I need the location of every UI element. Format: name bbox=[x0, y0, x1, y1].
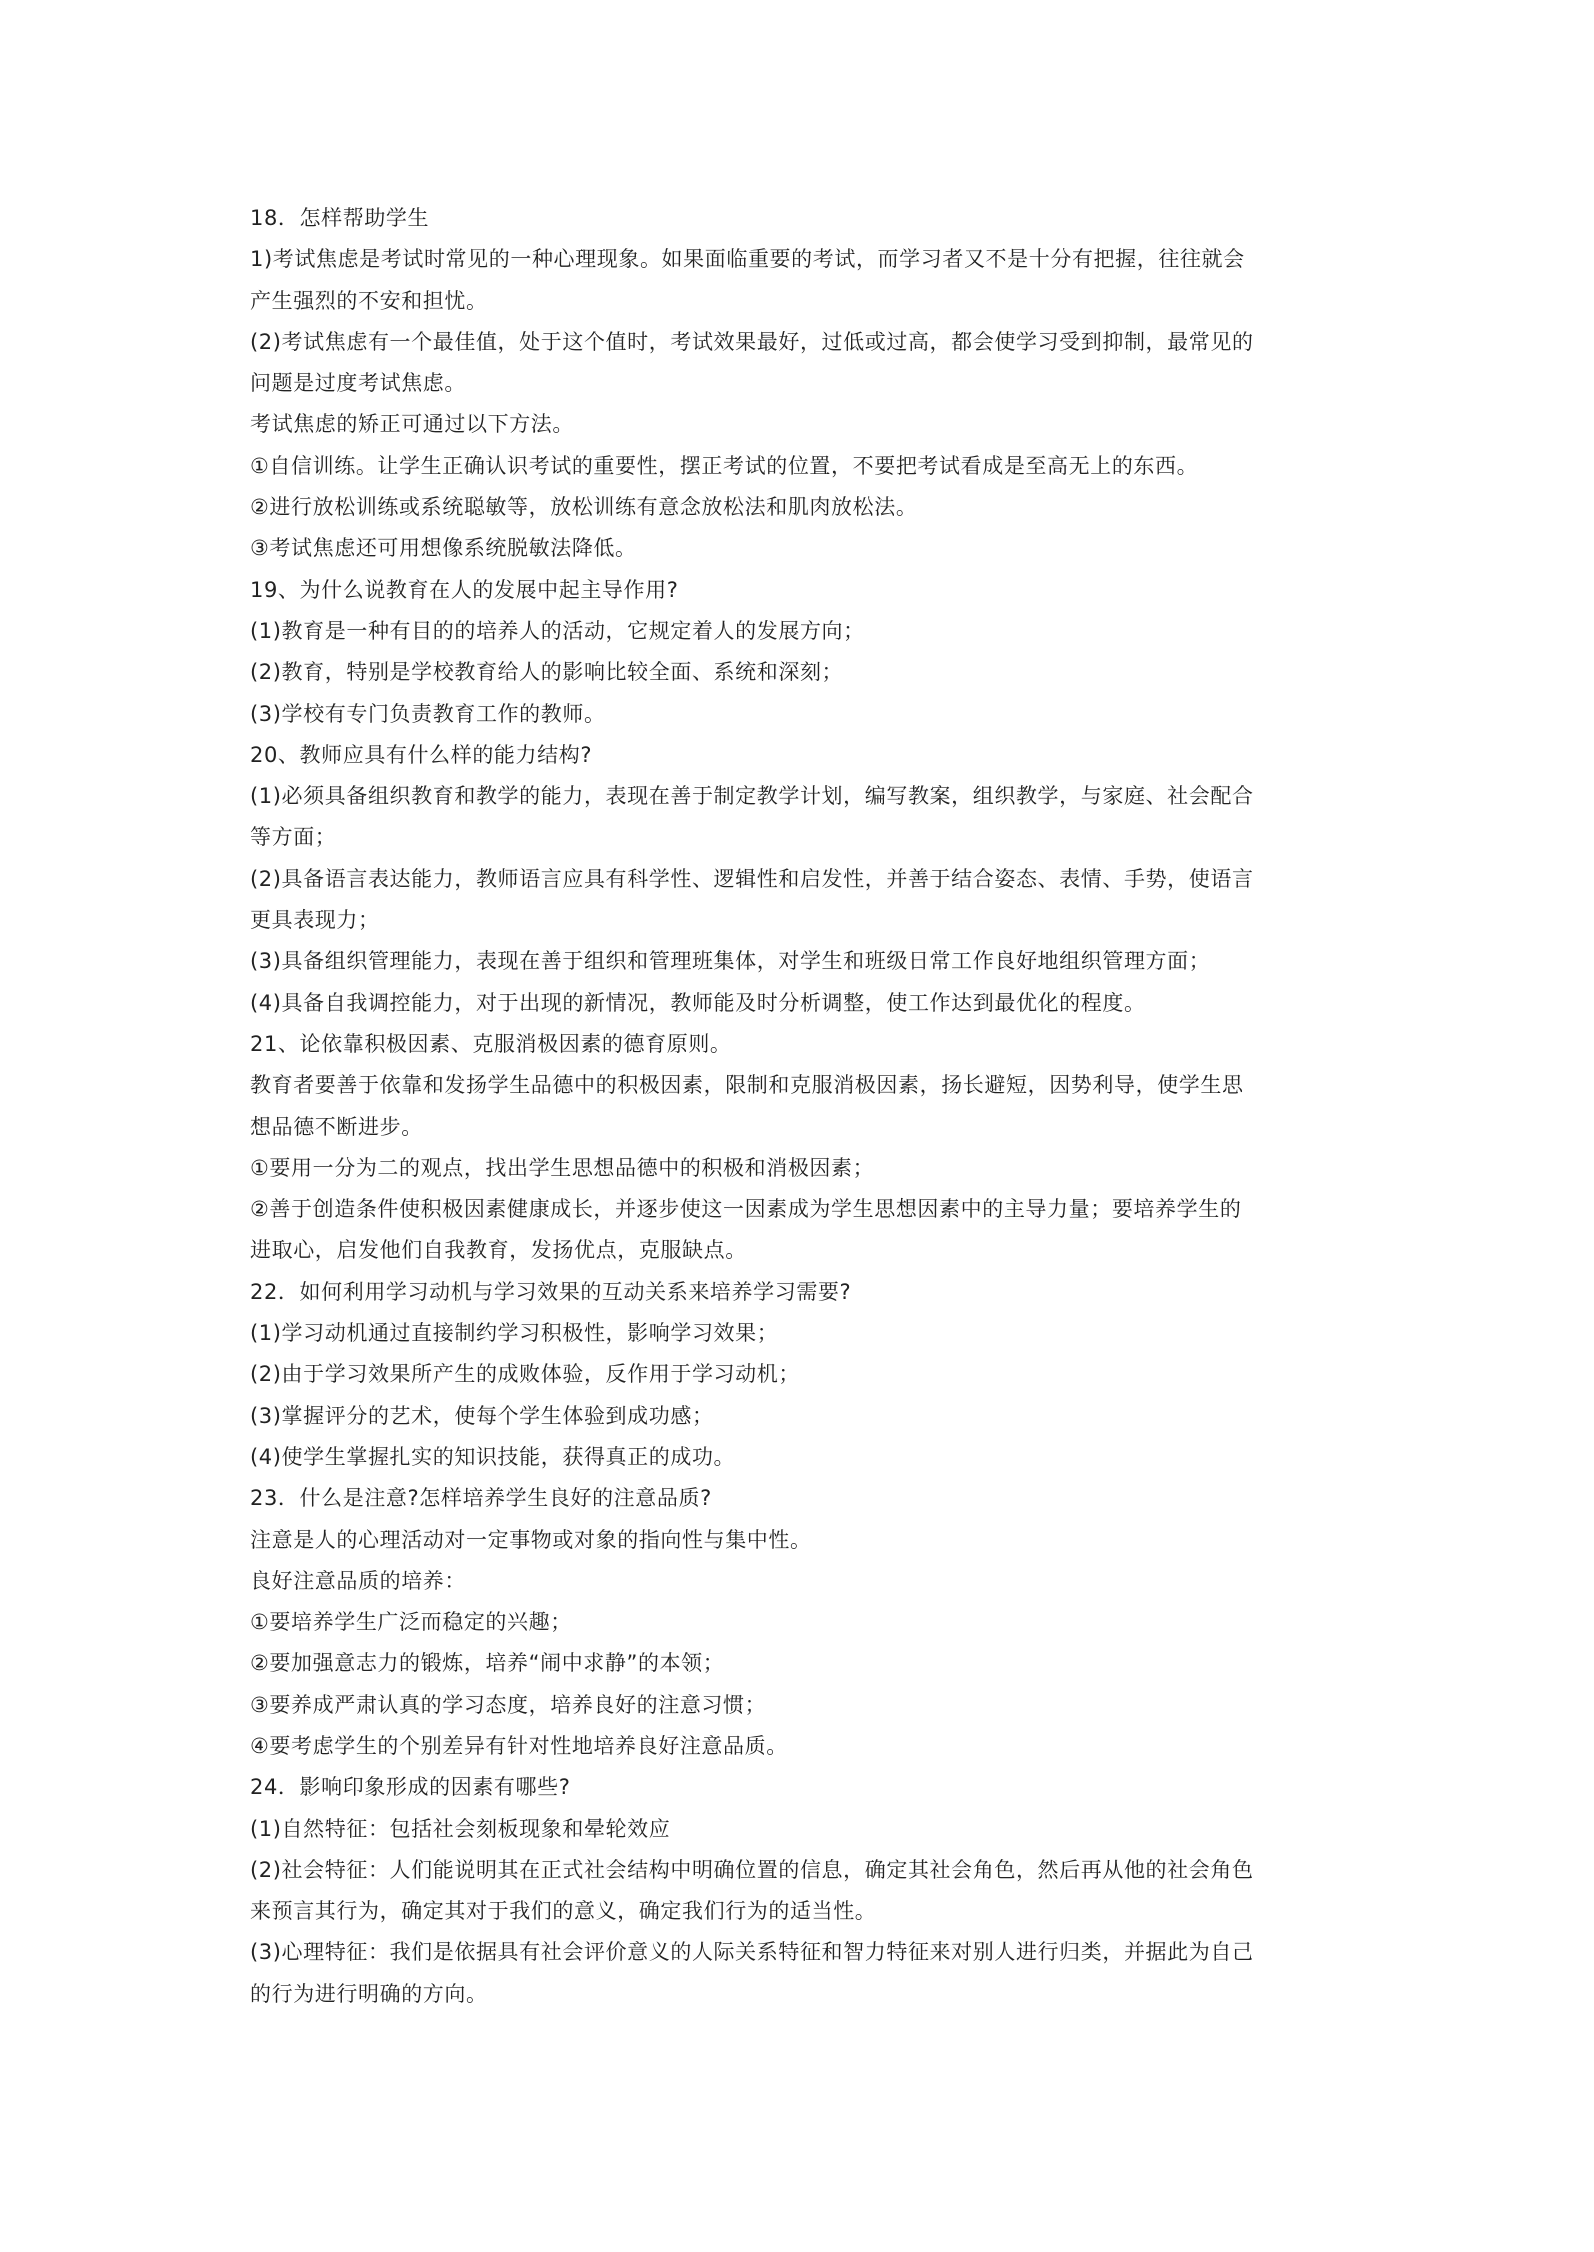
text-line: (3)心理特征：我们是依据具有社会评价意义的人际关系特征和智力特征来对别人进行归类，并据此为自己 bbox=[250, 1940, 1254, 1965]
text-line: ②善于创造条件使积极因素健康成长，并逐步使这一因素成为学生思想因素中的主导力量；要培养学生的 bbox=[250, 1197, 1242, 1222]
text-line: 19、为什么说教育在人的发展中起主导作用? bbox=[250, 577, 679, 602]
text-line: 更具表现力； bbox=[250, 908, 380, 933]
text-line: (2)考试焦虑有一个最佳值，处于这个值时，考试效果最好，过低或过高，都会使学习受到抑制，最常见的 bbox=[250, 329, 1254, 354]
text-line: (3)掌握评分的艺术，使每个学生体验到成功感； bbox=[250, 1403, 714, 1428]
text-line: ②进行放松训练或系统聪敏等，放松训练有意念放松法和肌肉放松法。 bbox=[250, 495, 918, 520]
text-line: 想品德不断进步。 bbox=[250, 1114, 423, 1139]
text-line: (1)必须具备组织教育和教学的能力，表现在善于制定教学计划，编写教案，组织教学，与家庭、社会配合 bbox=[250, 784, 1254, 809]
text-line: 21、论依靠积极因素、克服消极因素的德育原则。 bbox=[250, 1031, 732, 1056]
text-line: (2)社会特征：人们能说明其在正式社会结构中明确位置的信息，确定其社会角色，然后再从他的社会角色 bbox=[250, 1857, 1254, 1882]
text-line: 22．如何利用学习动机与学习效果的互动关系来培养学习需要? bbox=[250, 1279, 852, 1304]
text-line: 进取心，启发他们自我教育，发扬优点，克服缺点。 bbox=[250, 1238, 747, 1263]
text-line: 的行为进行明确的方向。 bbox=[250, 1981, 488, 2006]
text-line: ①要培养学生广泛而稳定的兴趣； bbox=[250, 1610, 572, 1635]
text-line: 18．怎样帮助学生 bbox=[250, 206, 430, 230]
text-line: 良好注意品质的培养： bbox=[250, 1568, 466, 1593]
text-line: 24．影响印象形成的因素有哪些? bbox=[250, 1775, 571, 1800]
text-line: 教育者要善于依靠和发扬学生品德中的积极因素，限制和克服消极因素，扬长避短，因势利导，使学生思 bbox=[250, 1073, 1244, 1098]
text-line: 注意是人的心理活动对一定事物或对象的指向性与集中性。 bbox=[250, 1527, 812, 1552]
text-line: (3)学校有专门负责教育工作的教师。 bbox=[250, 701, 606, 726]
text-line: (4)具备自我调控能力，对于出现的新情况，教师能及时分析调整，使工作达到最优化的程度。 bbox=[250, 990, 1146, 1015]
text-line: (2)由于学习效果所产生的成败体验，反作用于学习动机； bbox=[250, 1362, 800, 1387]
text-line: (2)教育，特别是学校教育给人的影响比较全面、系统和深刻； bbox=[250, 660, 844, 685]
text-line: ③考试焦虑还可用想像系统脱敏法降低。 bbox=[250, 536, 637, 561]
text-line: (1)学习动机通过直接制约学习积极性，影响学习效果； bbox=[250, 1321, 779, 1346]
text-line: 等方面； bbox=[250, 825, 337, 850]
text-line: 考试焦虑的矫正可通过以下方法。 bbox=[250, 412, 574, 437]
text-line: 23．什么是注意?怎样培养学生良好的注意品质? bbox=[250, 1486, 712, 1511]
text-line: 20、教师应具有什么样的能力结构? bbox=[250, 742, 593, 767]
text-line: ①要用一分为二的观点，找出学生思想品德中的积极和消极因素； bbox=[250, 1155, 875, 1180]
text-line: 产生强烈的不安和担忧。 bbox=[250, 288, 488, 313]
text-line: ①自信训练。让学生正确认识考试的重要性，摆正考试的位置，不要把考试看成是至高无上的东西。 bbox=[250, 453, 1199, 478]
text-line: (3)具备组织管理能力，表现在善于组织和管理班集体，对学生和班级日常工作良好地组织管理方面； bbox=[250, 949, 1211, 974]
text-line: (4)使学生掌握扎实的知识技能，获得真正的成功。 bbox=[250, 1444, 736, 1469]
text-line: 来预言其行为，确定其对于我们的意义，确定我们行为的适当性。 bbox=[250, 1899, 877, 1924]
text-line: 问题是过度考试焦虑。 bbox=[250, 371, 466, 396]
text-line: 1)考试焦虑是考试时常见的一种心理现象。如果面临重要的考试，而学习者又不是十分有把握，往往就会 bbox=[250, 247, 1245, 272]
text-line: (1)教育是一种有目的的培养人的活动，它规定着人的发展方向； bbox=[250, 618, 865, 643]
text-line: (1)自然特征：包括社会刻板现象和晕轮效应 bbox=[250, 1816, 671, 1841]
document-page bbox=[250, 198, 1360, 2015]
text-line: (2)具备语言表达能力，教师语言应具有科学性、逻辑性和启发性，并善于结合姿态、表情、手势，使语言 bbox=[250, 866, 1254, 891]
text-line: ④要考虑学生的个别差异有针对性地培养良好注意品质。 bbox=[250, 1733, 788, 1758]
text-line: ③要养成严肃认真的学习态度，培养良好的注意习惯； bbox=[250, 1692, 767, 1717]
text-line: ②要加强意志力的锻炼，培养“闹中求静”的本领； bbox=[250, 1651, 725, 1676]
